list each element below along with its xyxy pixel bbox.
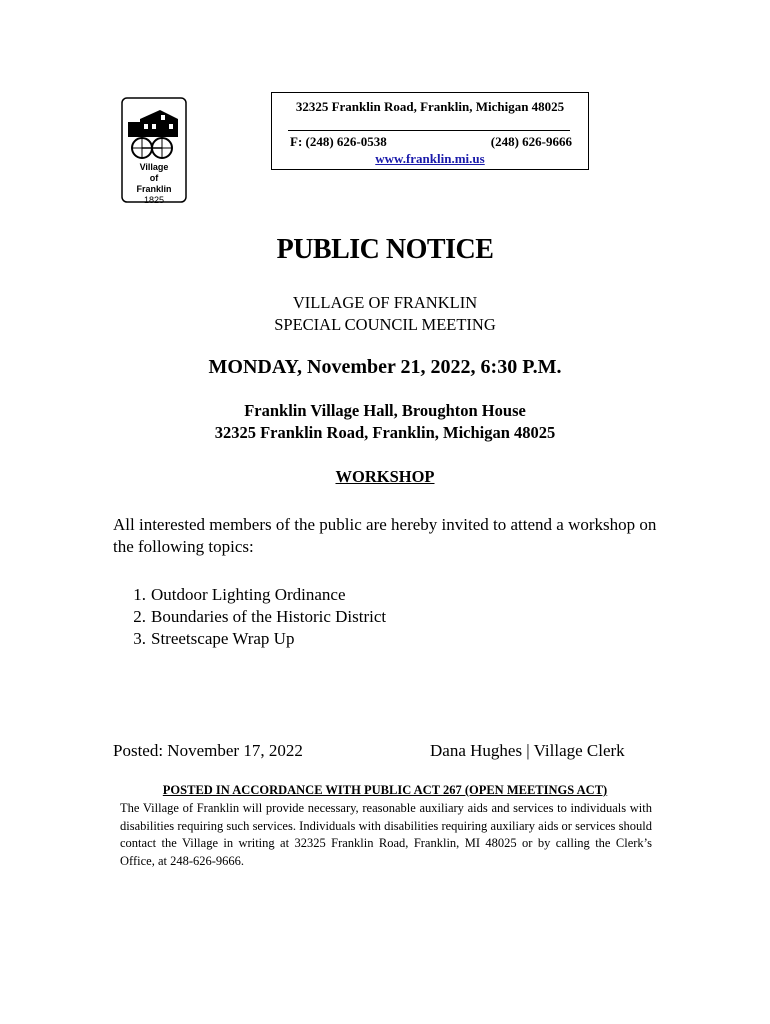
contact-fax: F: (248) 626-0538 bbox=[290, 134, 387, 149]
intro-paragraph: All interested members of the public are hereby invited to attend a workshop on the following topics: bbox=[113, 515, 657, 556]
logo-line-year: 1825 bbox=[143, 195, 165, 205]
section-heading: WORKSHOP bbox=[335, 467, 435, 486]
list-item bbox=[113, 606, 386, 628]
meeting-venue: Franklin Village Hall, Broughton House bbox=[244, 401, 526, 420]
topic-number: 3. bbox=[133, 629, 146, 648]
organization-name: VILLAGE OF FRANKLIN bbox=[292, 293, 478, 312]
topic-number: 1. bbox=[133, 585, 146, 604]
meeting-datetime: MONDAY, November 21, 2022, 6:30 P.M. bbox=[208, 356, 562, 378]
list-item bbox=[113, 628, 386, 650]
accessibility-disclaimer: The Village of Franklin will provide necessary, reasonable auxiliary aids and services to individuals with disabilities requiring such services. Individuals with disabilities requiring auxiliary aids or services should contact the Village in writing at 32325 Franklin Road, Franklin, MI 48025 or by calling the Clerk’s Office, at 248-626-9666. bbox=[120, 801, 652, 868]
logo-line-of: of bbox=[149, 173, 159, 183]
act-heading: POSTED IN ACCORDANCE WITH PUBLIC ACT 267 (OPEN MEETINGS ACT) bbox=[162, 783, 608, 797]
list-item bbox=[113, 584, 386, 606]
topic-text: Outdoor Lighting Ordinance bbox=[151, 585, 346, 604]
logo-line-franklin: Franklin bbox=[136, 184, 172, 194]
section-heading-wrap bbox=[0, 467, 770, 487]
topic-text: Streetscape Wrap Up bbox=[151, 629, 295, 648]
topic-text: Boundaries of the Historic District bbox=[151, 607, 387, 626]
website-link[interactable]: www.franklin.mi.us bbox=[375, 151, 485, 166]
contact-box bbox=[271, 92, 589, 170]
topic-list bbox=[113, 584, 386, 650]
posted-date: Posted: November 17, 2022 bbox=[113, 741, 303, 760]
notice-title: PUBLIC NOTICE bbox=[276, 234, 494, 265]
clerk-signature: Dana Hughes | Village Clerk bbox=[430, 741, 625, 760]
village-logo bbox=[120, 97, 188, 204]
meeting-venue-address: 32325 Franklin Road, Franklin, Michigan 48025 bbox=[214, 423, 556, 442]
meeting-type: SPECIAL COUNCIL MEETING bbox=[274, 315, 496, 334]
topic-number: 2. bbox=[133, 607, 146, 626]
contact-phone: (248) 626-9666 bbox=[490, 134, 572, 149]
contact-divider bbox=[288, 130, 570, 131]
logo-line-village: Village bbox=[139, 162, 169, 172]
contact-address: 32325 Franklin Road, Franklin, Michigan 48025 bbox=[295, 99, 565, 114]
